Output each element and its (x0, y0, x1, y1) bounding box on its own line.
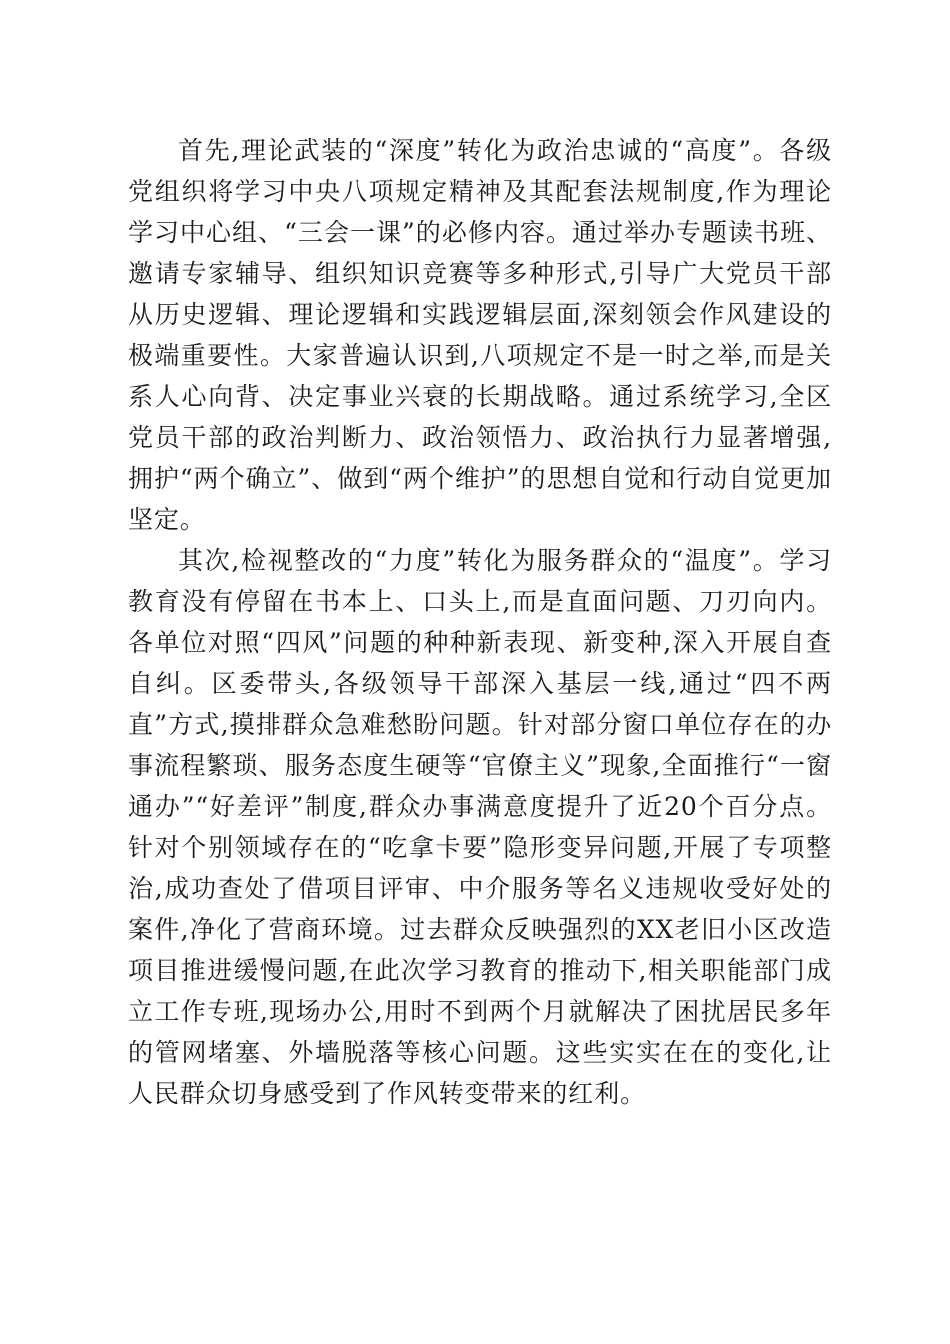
paragraph-rectification: 其次,检视整改的“力度”转化为服务群众的“温度”。学习教育没有停留在书本上、口头上,而是直面问题、刀刃向内。各单位对照“四风”问题的种种新表现、新变种,深入开展自查自纠。区委带头,各级领导干部深入基层一线,通过“四不两直”方式,摸排群众急难愁盼问题。针对部分窗口单位存在的办事流程繁琐、服务态度生硬等“官僚主义”现象,全面推行“一窗通办”“好差评”制度,群众办事满意度提升了近20个百分点。针对个别领域存在的“吃拿卡要”隐形变异问题,开展了专项整治,成功查处了借项目评审、中介服务等名义违规收受好处的案件,净化了营商环境。过去群众反映强烈的XX老旧小区改造项目推进缓慢问题,在此次学习教育的推动下,相关职能部门成立工作专班,现场办公,用时不到两个月就解决了困扰居民多年的管网堵塞、外墙脱落等核心问题。这些实实在在的变化,让人民群众切身感受到了作风转变带来的红利。 (128, 546, 832, 1108)
paragraph-theory-study: 首先,理论武装的“深度”转化为政治忠诚的“高度”。各级党组织将学习中央八项规定精神及其配套法规制度,作为理论学习中心组、“三会一课”的必修内容。通过举办专题读书班、邀请专家辅导、组织知识竞赛等多种形式,引导广大党员干部从历史逻辑、理论逻辑和实践逻辑层面,深刻领会作风建设的极端重要性。大家普遍认识到,八项规定不是一时之举,而是关系人心向背、决定事业兴衰的长期战略。通过系统学习,全区党员干部的政治判断力、政治领悟力、政治执行力显著增强,拥护“两个确立”、做到“两个维护”的思想自觉和行动自觉更加坚定。 (128, 136, 832, 534)
document-body (128, 130, 832, 1114)
